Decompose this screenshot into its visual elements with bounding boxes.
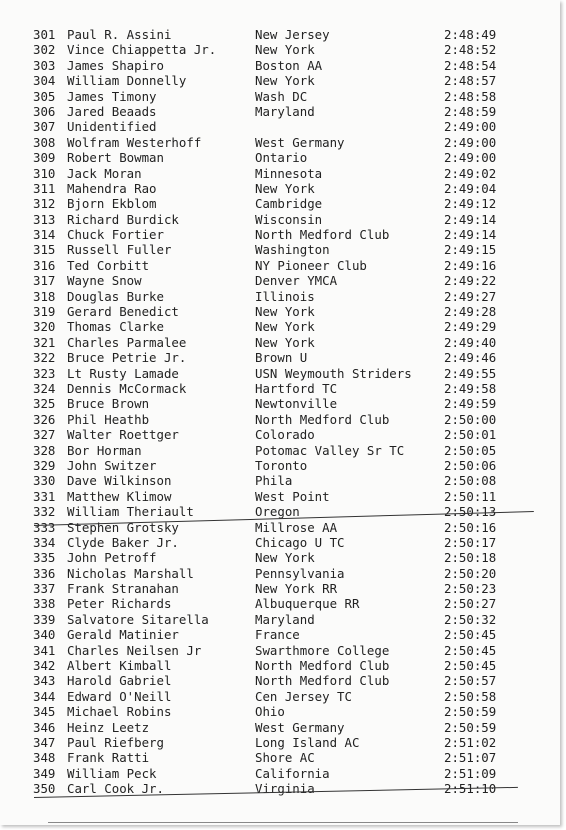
finish-time: 2:50:23 <box>444 581 497 597</box>
runner-name: Vince Chiappetta Jr. <box>67 42 217 58</box>
result-row <box>0 273 560 288</box>
club-name: California <box>255 765 330 781</box>
result-row <box>0 319 560 334</box>
runner-name: Bor Horman <box>67 442 142 458</box>
result-row <box>0 427 560 442</box>
club-name: New York <box>255 42 315 58</box>
runner-name: Douglas Burke <box>67 288 164 304</box>
result-row <box>0 735 560 750</box>
club-name: Denver YMCA <box>255 273 338 289</box>
runner-name: Carl Cook Jr. <box>67 781 164 797</box>
runner-name: Dave Wilkinson <box>67 473 172 489</box>
place-number: 326 <box>33 411 56 427</box>
place-number: 305 <box>33 88 56 104</box>
place-number: 313 <box>33 211 56 227</box>
result-row <box>0 381 560 396</box>
club-name: Cen Jersey TC <box>255 688 352 704</box>
place-number: 337 <box>33 581 56 597</box>
result-row <box>0 658 560 673</box>
place-number: 314 <box>33 227 56 243</box>
club-name: New York <box>255 319 315 335</box>
runner-name: Matthew Klimow <box>67 488 172 504</box>
place-number: 317 <box>33 273 56 289</box>
runner-name: John Petroff <box>67 550 157 566</box>
finish-time: 2:49:00 <box>444 134 497 150</box>
finish-time: 2:49:00 <box>444 150 497 166</box>
result-row <box>0 673 560 688</box>
place-number: 342 <box>33 658 56 674</box>
result-row <box>0 212 560 227</box>
club-name: Ontario <box>255 150 308 166</box>
runner-name: Russell Fuller <box>67 242 172 258</box>
club-name: West Germany <box>255 134 345 150</box>
result-row <box>0 350 560 365</box>
finish-time: 2:49:55 <box>444 365 497 381</box>
result-row <box>0 135 560 150</box>
club-name: Maryland <box>255 103 315 119</box>
page-bottom-rule <box>48 822 518 823</box>
result-row <box>0 58 560 73</box>
runner-name: Bruce Brown <box>67 396 150 412</box>
place-number: 335 <box>33 550 56 566</box>
place-number: 330 <box>33 473 56 489</box>
finish-time: 2:48:58 <box>444 88 497 104</box>
result-row <box>0 781 560 796</box>
runner-name: Mahendra Rao <box>67 180 157 196</box>
result-row <box>0 166 560 181</box>
runner-name: Chuck Fortier <box>67 227 164 243</box>
result-row <box>0 73 560 88</box>
place-number: 343 <box>33 673 56 689</box>
runner-name: Bjorn Ekblom <box>67 196 157 212</box>
result-row <box>0 720 560 735</box>
club-name: New York <box>255 304 315 320</box>
result-row <box>0 566 560 581</box>
place-number: 304 <box>33 73 56 89</box>
place-number: 302 <box>33 42 56 58</box>
place-number: 336 <box>33 565 56 581</box>
result-row <box>0 596 560 611</box>
runner-name: Frank Stranahan <box>67 581 179 597</box>
runner-name: Frank Ratti <box>67 750 150 766</box>
runner-name: William Peck <box>67 765 157 781</box>
place-number: 311 <box>33 180 56 196</box>
runner-name: Walter Roettger <box>67 427 179 443</box>
place-number: 339 <box>33 611 56 627</box>
finish-time: 2:49:40 <box>444 334 497 350</box>
place-number: 329 <box>33 457 56 473</box>
result-row <box>0 550 560 565</box>
result-row <box>0 750 560 765</box>
club-name: West Point <box>255 488 330 504</box>
finish-time: 2:49:28 <box>444 304 497 320</box>
place-number: 350 <box>33 781 56 797</box>
finish-time: 2:48:54 <box>444 57 497 73</box>
place-number: 341 <box>33 642 56 658</box>
place-number: 316 <box>33 257 56 273</box>
place-number: 325 <box>33 396 56 412</box>
results-list <box>0 27 560 797</box>
result-row <box>0 119 560 134</box>
club-name: Swarthmore College <box>255 642 390 658</box>
club-name: New York <box>255 73 315 89</box>
finish-time: 2:50:59 <box>444 704 497 720</box>
finish-time: 2:49:14 <box>444 227 497 243</box>
result-row <box>0 150 560 165</box>
runner-name: John Switzer <box>67 457 157 473</box>
finish-time: 2:50:32 <box>444 611 497 627</box>
finish-time: 2:50:59 <box>444 719 497 735</box>
place-number: 312 <box>33 196 56 212</box>
finish-time: 2:51:02 <box>444 734 497 750</box>
finish-time: 2:49:16 <box>444 257 497 273</box>
finish-time: 2:49:22 <box>444 273 497 289</box>
finish-time: 2:50:17 <box>444 534 497 550</box>
finish-time: 2:49:58 <box>444 380 497 396</box>
result-row <box>0 627 560 642</box>
finish-time: 2:49:02 <box>444 165 497 181</box>
club-name: Hartford TC <box>255 380 338 396</box>
runner-name: Lt Rusty Lamade <box>67 365 179 381</box>
finish-time: 2:49:59 <box>444 396 497 412</box>
runner-name: Thomas Clarke <box>67 319 164 335</box>
runner-name: Richard Burdick <box>67 211 179 227</box>
club-name: New York <box>255 550 315 566</box>
runner-name: Edward O'Neill <box>67 688 172 704</box>
club-name: Ohio <box>255 704 285 720</box>
club-name: Maryland <box>255 611 315 627</box>
runner-name: Gerald Matinier <box>67 627 179 643</box>
finish-time: 2:49:15 <box>444 242 497 258</box>
club-name: Pennsylvania <box>255 565 345 581</box>
result-row <box>0 581 560 596</box>
club-name: Phila <box>255 473 293 489</box>
finish-time: 2:49:27 <box>444 288 497 304</box>
runner-name: Albert Kimball <box>67 658 172 674</box>
club-name: North Medford Club <box>255 411 390 427</box>
place-number: 309 <box>33 150 56 166</box>
runner-name: Salvatore Sitarella <box>67 611 209 627</box>
finish-time: 2:48:57 <box>444 73 497 89</box>
place-number: 301 <box>33 27 56 42</box>
runner-name: James Timony <box>67 88 157 104</box>
club-name: Chicago U TC <box>255 534 345 550</box>
runner-name: Jack Moran <box>67 165 142 181</box>
club-name: Toronto <box>255 457 308 473</box>
result-row <box>0 443 560 458</box>
runner-name: James Shapiro <box>67 57 164 73</box>
runner-name: Dennis McCormack <box>67 380 187 396</box>
club-name: New York RR <box>255 581 338 597</box>
result-row <box>0 396 560 411</box>
result-row <box>0 766 560 781</box>
result-row <box>0 612 560 627</box>
result-row <box>0 27 560 42</box>
runner-name: Jared Beaads <box>67 103 157 119</box>
finish-time: 2:50:45 <box>444 658 497 674</box>
runner-name: Gerard Benedict <box>67 304 179 320</box>
club-name: Oregon <box>255 504 300 520</box>
finish-time: 2:50:00 <box>444 411 497 427</box>
club-name: Wash DC <box>255 88 308 104</box>
place-number: 327 <box>33 427 56 443</box>
runner-name: William Donnelly <box>67 73 187 89</box>
finish-time: 2:50:58 <box>444 688 497 704</box>
runner-name: Clyde Baker Jr. <box>67 534 179 550</box>
place-number: 310 <box>33 165 56 181</box>
result-row <box>0 181 560 196</box>
club-name: New Jersey <box>255 27 330 42</box>
club-name: North Medford Club <box>255 227 390 243</box>
result-row <box>0 473 560 488</box>
result-row <box>0 196 560 211</box>
club-name: North Medford Club <box>255 658 390 674</box>
finish-time: 2:49:04 <box>444 180 497 196</box>
runner-name: Michael Robins <box>67 704 172 720</box>
finish-time: 2:50:18 <box>444 550 497 566</box>
place-number: 320 <box>33 319 56 335</box>
place-number: 344 <box>33 688 56 704</box>
finish-time: 2:49:14 <box>444 211 497 227</box>
place-number: 306 <box>33 103 56 119</box>
runner-name: Phil Heathb <box>67 411 150 427</box>
place-number: 338 <box>33 596 56 612</box>
result-row <box>0 689 560 704</box>
club-name: West Germany <box>255 719 345 735</box>
finish-time: 2:50:45 <box>444 627 497 643</box>
finish-time: 2:50:20 <box>444 565 497 581</box>
club-name: Minnesota <box>255 165 323 181</box>
runner-name: Charles Neilsen Jr <box>67 642 202 658</box>
place-number: 331 <box>33 488 56 504</box>
place-number: 346 <box>33 719 56 735</box>
finish-time: 2:50:05 <box>444 442 497 458</box>
finish-time: 2:50:27 <box>444 596 497 612</box>
place-number: 321 <box>33 334 56 350</box>
place-number: 349 <box>33 765 56 781</box>
finish-time: 2:49:12 <box>444 196 497 212</box>
club-name: USN Weymouth Striders <box>255 365 412 381</box>
place-number: 333 <box>33 519 56 535</box>
runner-name: William Theriault <box>67 504 194 520</box>
runner-name: Paul Riefberg <box>67 734 164 750</box>
result-row <box>0 704 560 719</box>
result-row <box>0 227 560 242</box>
place-number: 340 <box>33 627 56 643</box>
finish-time: 2:50:01 <box>444 427 497 443</box>
club-name: Potomac Valley Sr TC <box>255 442 405 458</box>
runner-name: Peter Richards <box>67 596 172 612</box>
place-number: 307 <box>33 119 56 135</box>
result-row <box>0 258 560 273</box>
runner-name: Stephen Grotsky <box>67 519 179 535</box>
club-name: Brown U <box>255 350 308 366</box>
runner-name: Charles Parmalee <box>67 334 187 350</box>
place-number: 332 <box>33 504 56 520</box>
club-name: Illinois <box>255 288 315 304</box>
place-number: 318 <box>33 288 56 304</box>
club-name: Shore AC <box>255 750 315 766</box>
place-number: 319 <box>33 304 56 320</box>
result-row <box>0 335 560 350</box>
runner-name: Ted Corbitt <box>67 257 150 273</box>
club-name: Cambridge <box>255 196 323 212</box>
place-number: 345 <box>33 704 56 720</box>
club-name: Wisconsin <box>255 211 323 227</box>
club-name: Washington <box>255 242 330 258</box>
result-row <box>0 643 560 658</box>
club-name: New York <box>255 180 315 196</box>
result-row <box>0 304 560 319</box>
runner-name: Nicholas Marshall <box>67 565 194 581</box>
place-number: 347 <box>33 734 56 750</box>
finish-time: 2:48:52 <box>444 42 497 58</box>
runner-name: Wayne Snow <box>67 273 142 289</box>
club-name: Millrose AA <box>255 519 338 535</box>
place-number: 328 <box>33 442 56 458</box>
result-row <box>0 104 560 119</box>
result-row <box>0 535 560 550</box>
finish-time: 2:51:10 <box>444 781 497 797</box>
result-row <box>0 242 560 257</box>
finish-time: 2:49:46 <box>444 350 497 366</box>
finish-time: 2:50:45 <box>444 642 497 658</box>
club-name: Virginia <box>255 781 315 797</box>
runner-name: Wolfram Westerhoff <box>67 134 202 150</box>
finish-time: 2:51:09 <box>444 765 497 781</box>
result-row <box>0 89 560 104</box>
place-number: 315 <box>33 242 56 258</box>
finish-time: 2:50:11 <box>444 488 497 504</box>
place-number: 322 <box>33 350 56 366</box>
result-row <box>0 42 560 57</box>
finish-time: 2:48:59 <box>444 103 497 119</box>
finish-time: 2:49:00 <box>444 119 497 135</box>
club-name: New York <box>255 334 315 350</box>
place-number: 303 <box>33 57 56 73</box>
result-row <box>0 366 560 381</box>
result-row <box>0 289 560 304</box>
club-name: Colorado <box>255 427 315 443</box>
place-number: 348 <box>33 750 56 766</box>
club-name: Boston AA <box>255 57 323 73</box>
club-name: NY Pioneer Club <box>255 257 367 273</box>
runner-name: Paul R. Assini <box>67 27 172 42</box>
finish-time: 2:50:16 <box>444 519 497 535</box>
club-name: North Medford Club <box>255 673 390 689</box>
finish-time: 2:49:29 <box>444 319 497 335</box>
result-row <box>0 458 560 473</box>
result-row <box>0 520 560 535</box>
runner-name: Robert Bowman <box>67 150 164 166</box>
place-number: 324 <box>33 380 56 396</box>
place-number: 334 <box>33 534 56 550</box>
place-number: 323 <box>33 365 56 381</box>
runner-name: Harold Gabriel <box>67 673 172 689</box>
result-row <box>0 412 560 427</box>
runner-name: Heinz Leetz <box>67 719 150 735</box>
club-name: Newtonville <box>255 396 338 412</box>
club-name: France <box>255 627 300 643</box>
finish-time: 2:48:49 <box>444 27 497 42</box>
runner-name: Unidentified <box>67 119 157 135</box>
finish-time: 2:50:06 <box>444 457 497 473</box>
result-row <box>0 489 560 504</box>
club-name: Long Island AC <box>255 734 360 750</box>
finish-time: 2:50:08 <box>444 473 497 489</box>
finish-time: 2:51:07 <box>444 750 497 766</box>
place-number: 308 <box>33 134 56 150</box>
finish-time: 2:50:13 <box>444 504 497 520</box>
finish-time: 2:50:57 <box>444 673 497 689</box>
runner-name: Bruce Petrie Jr. <box>67 350 187 366</box>
club-name: Albuquerque RR <box>255 596 360 612</box>
